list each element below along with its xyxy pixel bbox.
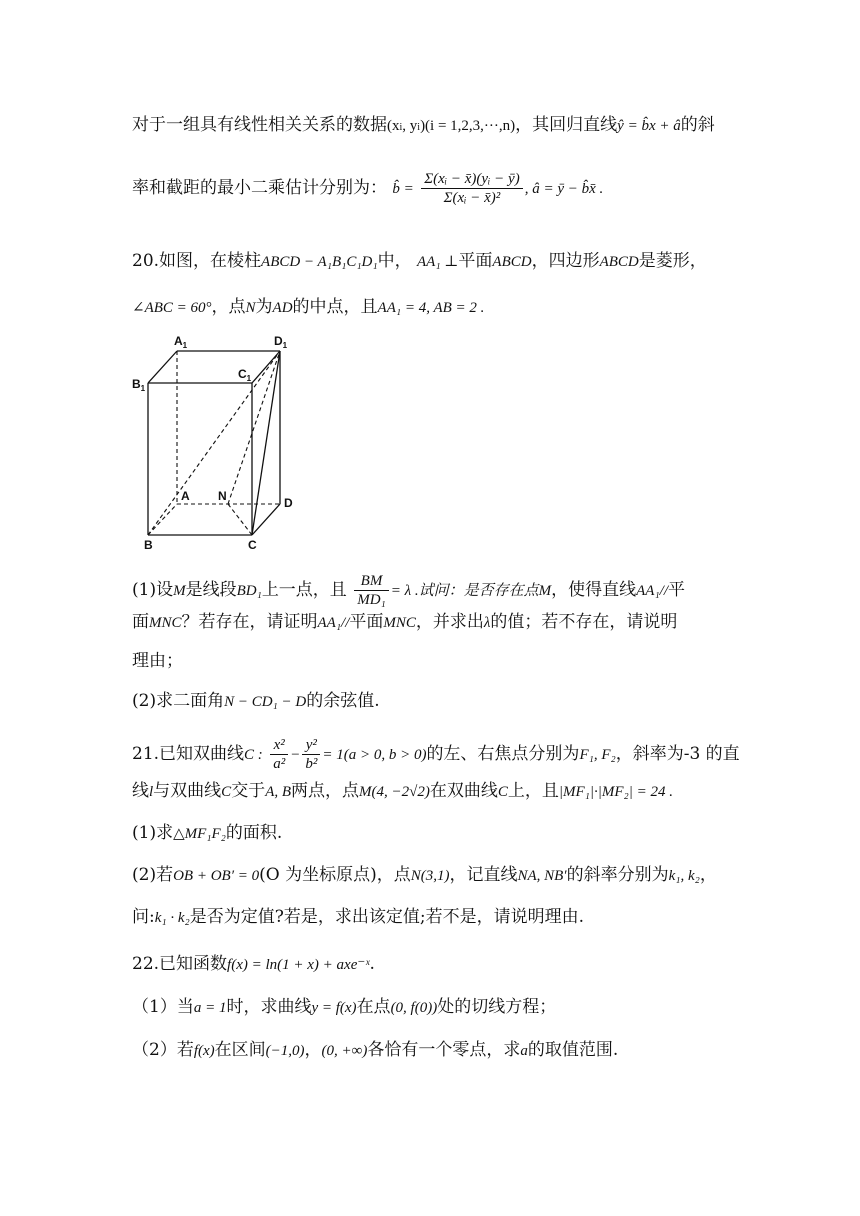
x-over-a-fraction: $\frac{\text{x²}}{\text{a²}}$ [270, 736, 288, 773]
q21-statement-line2: 线l与双曲线C交于A, B两点，点M(4, −2√2)在双曲线C上，且|MF₁|·|MF₂| = 24 . [132, 781, 673, 801]
q22-statement-line: 22.已知函数f(x) = ln(1 + x) + axe⁻ˣ. [132, 954, 375, 974]
q20-part1-line3: 理由； [132, 651, 183, 671]
label-C1: $C_1$ [238, 367, 252, 383]
q21-part2-line1: (2)若OB + OB′ = 0(O 为坐标原点)，点N(3,1)，记直线NA, NB′的斜率分别为k₁, k₂， [132, 865, 717, 885]
label-D: D [284, 496, 293, 510]
slope-fraction: $\frac{\text{Σ(xᵢ − x̄)(yᵢ − ȳ)}}{\text{Σ(xᵢ − x̄)²}}$ [421, 170, 523, 207]
q21-statement-line1: 21.已知双曲线C : $\frac{\text{x²}}{\text{a²}}$ − $\frac{\text{y²}}{\text{b²}}$ = 1(a > 0, b > 0)的左、右焦点分别为F₁, F₂，斜率为-3 的直 [132, 737, 740, 772]
prism-figure [128, 330, 298, 552]
q21-part2-line2: 问:k₁ · k₂是否为定值?若是，求出该定值;若不是，请说明理由. [132, 907, 584, 927]
q20-part1-line1: (1)设M是线段BD₁上一点，且 $\frac{BM}{\text{MD₁}}$ = λ .试问：是否存在点M，使得直线AA₁//平 [132, 573, 686, 608]
q21-part1-line: (1)求△MF₁F₂的面积. [132, 823, 283, 843]
label-B: B [144, 538, 153, 552]
q20-statement-line2: ∠ABC = 60°，点N为AD的中点，且AA₁ = 4, AB = 2 . [132, 297, 485, 317]
y-over-b-fraction: $\frac{\text{y²}}{\text{b²}}$ [302, 736, 320, 773]
regression-intro-line: 对于一组具有线性相关关系的数据(xi, yi)(i = 1,2,3,···,n)，其回归直线ŷ = b̂x + â的斜 [132, 115, 715, 135]
label-A1: $A_1$ [174, 334, 188, 350]
q22-part2-line: （2）若f(x)在区间(−1,0)，(0, +∞)各恰有一个零点，求a的取值范围. [132, 1040, 619, 1060]
least-squares-formula-line: 率和截距的最小二乘估计分别为： b̂ = $\frac{\text{Σ(xᵢ − x̄)(yᵢ − ȳ)}}{\text{Σ(xᵢ − x̄)²}}$ , â = ȳ − b̂x̄ . [132, 171, 604, 206]
label-D1: $D_1$ [274, 334, 288, 350]
label-C: C [248, 538, 257, 552]
ratio-fraction: $\frac{BM}{\text{MD₁}}$ [354, 572, 389, 609]
q20-statement-line1: 20.如图，在棱柱ABCD − A₁B₁C₁D₁中， AA₁ ⊥平面ABCD，四边形ABCD是菱形， [132, 251, 707, 271]
label-N: N [218, 489, 227, 503]
label-A: A [181, 489, 190, 503]
q20-part1-line2: 面MNC？若存在，请证明AA₁//平面MNC，并求出λ的值；若不存在，请说明 [132, 612, 678, 632]
q20-part2-line: (2)求二面角N − CD₁ − D的余弦值. [132, 691, 380, 711]
label-B1: $B_1$ [132, 377, 146, 393]
q22-part1-line: （1）当a = 1时，求曲线y = f(x)在点(0, f(0))处的切线方程； [132, 997, 557, 1017]
